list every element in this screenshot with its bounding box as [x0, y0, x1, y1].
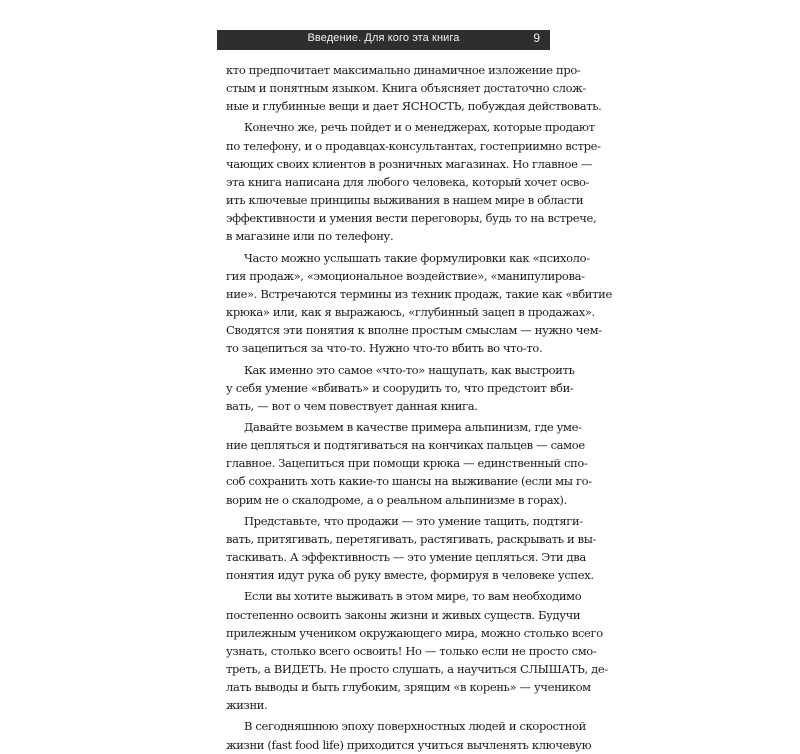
- text-line: эта книга написана для любого человека, который хочет осво-: [226, 174, 590, 189]
- text-line: ить ключевые принципы выживания в нашем мире в области: [226, 193, 584, 208]
- text-line: главное. Зацепиться при помощи крюка — единственный спо-: [226, 456, 588, 471]
- text-line: узнать, столько всего освоить! Но — только если не просто смо-: [226, 643, 597, 658]
- text-line: ние цепляться и подтягиваться на кончиках пальцев — самое: [226, 438, 585, 453]
- text-line: прилежным учеником окружающего мира, можно столько всего: [226, 625, 603, 640]
- text-line: соб сохранить хоть какие-то шансы на выживание (если мы го-: [226, 474, 592, 489]
- text-line: жизни.: [226, 698, 268, 713]
- text-line: Если вы хотите выживать в этом мире, то вам необходимо: [244, 589, 582, 604]
- text-line: треть, а ВИДЕТЬ. Не просто слушать, а научиться СЛЫШАТЬ, де-: [226, 662, 608, 676]
- text-line: Представьте, что продажи — это умение тащить, подтяги-: [244, 513, 583, 528]
- text-line: Конечно же, речь пойдет и о менеджерах, которые продают: [244, 120, 595, 135]
- paragraph: [226, 249, 612, 358]
- text-line: эффективности и умения вести переговоры, будь то на встрече,: [226, 211, 597, 226]
- text-line: чающих своих клиентов в розничных магазинах. Но главное —: [226, 156, 593, 171]
- text-line: кто предпочитает максимально динамичное изложение про-: [226, 63, 581, 77]
- text-line: Давайте возьмем в качестве примера альпинизм, где уме-: [244, 419, 582, 434]
- text-line: жизни (fast food life) приходится учиться вычленять ключевую: [226, 737, 592, 752]
- text-line: Часто можно услышать такие формулировки как «психоло-: [244, 250, 590, 265]
- paragraph: [226, 512, 597, 585]
- text-line: понятия идут рука об руку вместе, формируя в человеке успех.: [226, 568, 594, 583]
- text-line: лать выводы и быть глубоким, зрящим «в корень» — учеником: [226, 680, 591, 695]
- text-line: Как именно это самое «что-то» нащупать, как выстроить: [244, 362, 575, 377]
- text-line: крюка» или, как я выражаюсь, «глубинный зацеп в продажах».: [226, 305, 595, 320]
- paragraph: [226, 118, 601, 245]
- text-line: таскивать. А эффективность — это умение цепляться. Эти два: [226, 550, 586, 565]
- text-line: вать, притягивать, перетягивать, растягивать, раскрывать и вы-: [226, 531, 597, 546]
- text-line: В сегодняшнюю эпоху поверхностных людей и скоростной: [244, 719, 586, 734]
- paragraph: [226, 61, 602, 115]
- text-line: ние». Встречаются термины из техник продаж, такие как «вбитие: [226, 286, 612, 301]
- running-header: [217, 30, 550, 50]
- text-line: Сводятся эти понятия к вполне простым смыслам — нужно чем-: [226, 323, 602, 338]
- text-line: по телефону, и о продавцах-консультантах, гостеприимно встре-: [226, 138, 601, 153]
- text-line: вать, — вот о чем повествует данная книга.: [226, 398, 478, 413]
- text-line: у себя умение «вбивать» и соорудить то, что предстоит вби-: [226, 380, 574, 395]
- text-line: ные и глубинные вещи и дает ЯСНОСТЬ, побуждая действовать.: [226, 99, 602, 114]
- text-line: гия продаж», «эмоциональное воздействие», «манипулирова-: [226, 268, 585, 283]
- page-number: 9: [533, 31, 540, 45]
- paragraph: [226, 418, 592, 509]
- text-line: то зацепиться за что-то. Нужно что-то вбить во что-то.: [226, 341, 543, 356]
- text-line: постепенно освоить законы жизни и живых существ. Будучи: [226, 607, 581, 622]
- text-line: ворим не о скалодроме, а о реальном альпинизме в горах).: [226, 492, 567, 507]
- chapter-title: Введение. Для кого эта книга: [307, 32, 460, 44]
- paragraph: [226, 717, 592, 753]
- body-text: [226, 61, 612, 754]
- paragraph: [226, 361, 575, 415]
- paragraph: [226, 587, 608, 714]
- text-line: стым и понятным языком. Книга объясняет достаточно слож-: [226, 81, 586, 96]
- text-line: в магазине или по телефону.: [226, 229, 394, 244]
